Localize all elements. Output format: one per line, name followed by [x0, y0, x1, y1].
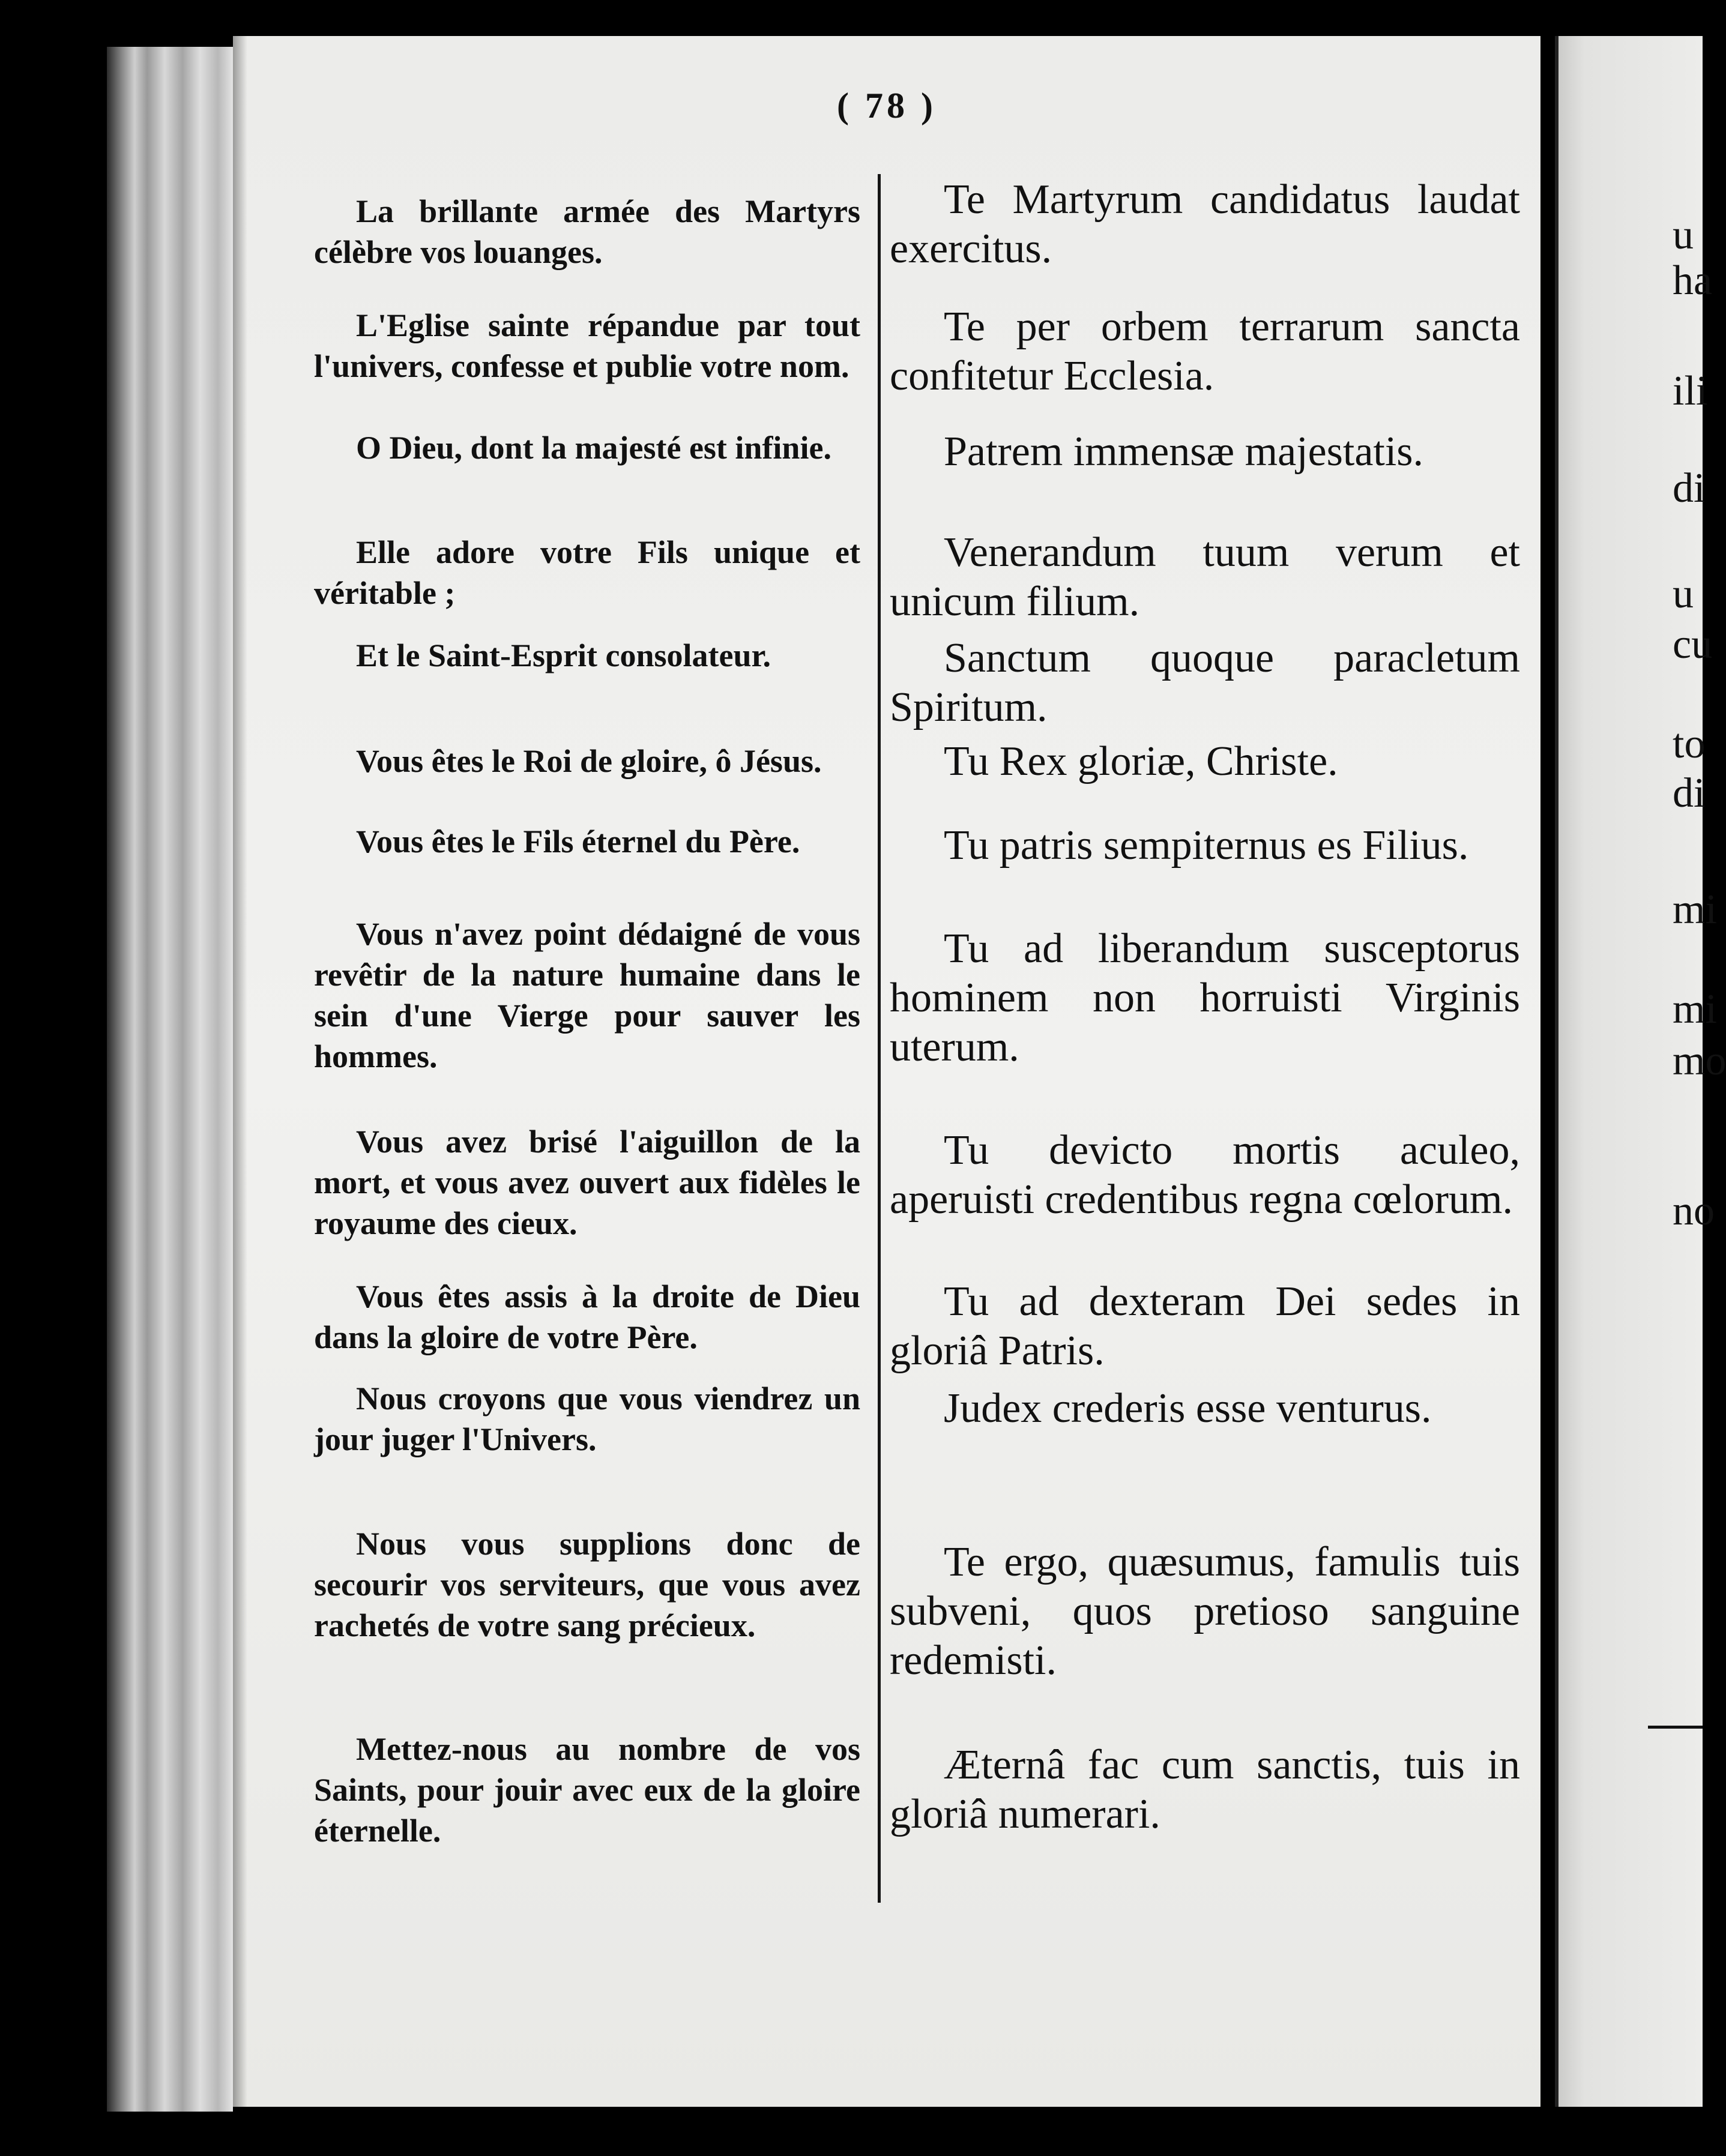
- french-verse: Vous n'avez point dédaigné de vous revêtir de la nature humaine dans le sein d'une Vierge pour sauver les hommes.: [314, 916, 860, 1074]
- facing-page-fragment: mo: [1673, 1038, 1726, 1084]
- french-verse: Vous êtes le Roi de gloire, ô Jésus.: [356, 743, 822, 779]
- facing-page-border: [1555, 36, 1559, 2107]
- page-gutter-shadow: [233, 36, 247, 2107]
- latin-verse: Æternâ fac cum sanctis, tuis in gloriâ numerari.: [890, 1742, 1520, 1837]
- facing-page-rule: [1648, 1726, 1703, 1729]
- page-number: ( 78 ): [837, 86, 937, 125]
- latin-verse: Te per orbem terrarum sancta confitetur Ecclesia.: [890, 304, 1520, 399]
- latin-verse: Te Martyrum candidatus laudat exercitus.: [890, 176, 1520, 272]
- latin-verse: Patrem immensæ majestatis.: [944, 429, 1424, 475]
- facing-page-fragment: di: [1673, 770, 1706, 816]
- facing-page-fragment: ili: [1673, 368, 1708, 414]
- facing-page-fragment: ha: [1673, 257, 1713, 304]
- latin-verse: Sanctum quoque paracletum Spiritum.: [890, 635, 1520, 730]
- french-verse: Nous croyons que vous viendrez un jour juger l'Univers.: [314, 1381, 860, 1457]
- book-page-edges: [107, 47, 233, 2112]
- french-verse: Vous êtes assis à la droite de Dieu dans la gloire de votre Père.: [314, 1278, 860, 1355]
- french-verse: Vous êtes le Fils éternel du Père.: [356, 824, 800, 860]
- french-verse: L'Eglise sainte répandue par tout l'univers, confesse et publie votre nom.: [314, 307, 860, 384]
- latin-verse: Tu ad liberandum susceptorus hominem non horruisti Virginis uterum.: [890, 926, 1520, 1070]
- facing-page-fragment: cu: [1673, 621, 1713, 667]
- latin-verse: Tu Rex gloriæ, Christe.: [944, 738, 1338, 784]
- facing-page-fragment: no: [1673, 1188, 1715, 1234]
- latin-verse: Te ergo, quæsumus, famulis tuis subveni, quos pretioso sanguine redemisti.: [890, 1539, 1520, 1684]
- facing-page-fragment: u: [1673, 212, 1694, 258]
- facing-page-fragment: mi: [1673, 887, 1717, 933]
- latin-verse: Judex crederis esse venturus.: [944, 1385, 1432, 1432]
- latin-verse: Venerandum tuum verum et unicum filium.: [890, 529, 1520, 625]
- latin-verse: Tu devicto mortis aculeo, aperuisti credentibus regna cœlorum.: [890, 1127, 1520, 1223]
- french-verse: Elle adore votre Fils unique et véritable ;: [314, 534, 860, 611]
- facing-page-fragment: to: [1673, 721, 1706, 767]
- facing-page-fragment: u: [1673, 571, 1694, 617]
- facing-page-fragment: di: [1673, 465, 1706, 511]
- french-verse: Et le Saint-Esprit consolateur.: [356, 637, 771, 673]
- column-divider: [878, 174, 881, 1903]
- french-verse: Vous avez brisé l'aiguillon de la mort, et vous avez ouvert aux fidèles le royaume des cieux.: [314, 1124, 860, 1241]
- french-verse: La brillante armée des Martyrs célèbre vos louanges.: [314, 193, 860, 270]
- french-verse: Nous vous supplions donc de secourir vos serviteurs, que vous avez rachetés de votre sang précieux.: [314, 1526, 860, 1643]
- book-page: [233, 36, 1540, 2107]
- latin-verse: Tu patris sempiternus es Filius.: [944, 822, 1469, 869]
- french-verse: Mettez-nous au nombre de vos Saints, pour jouir avec eux de la gloire éternelle.: [314, 1731, 860, 1849]
- facing-page-fragment: mi: [1673, 986, 1717, 1032]
- french-verse: O Dieu, dont la majesté est infinie.: [356, 430, 831, 466]
- latin-verse: Tu ad dexteram Dei sedes in gloriâ Patris.: [890, 1278, 1520, 1374]
